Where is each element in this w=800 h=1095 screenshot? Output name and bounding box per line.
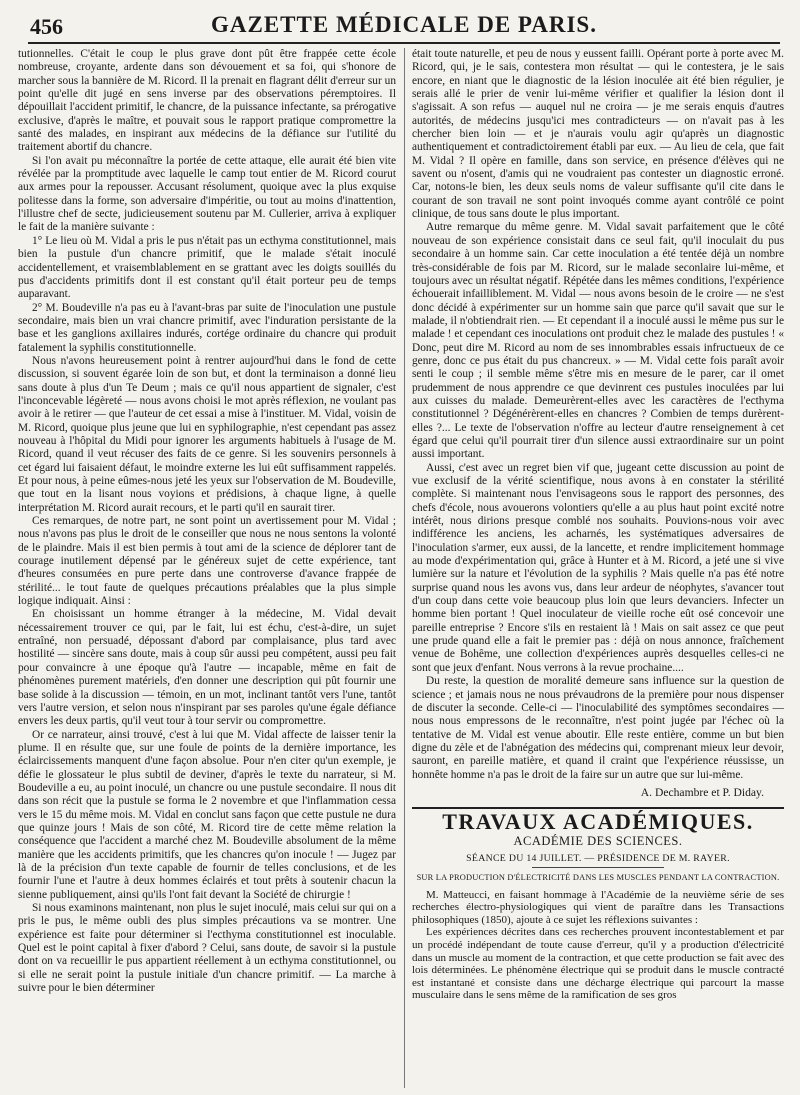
left-column [18, 48, 396, 1088]
column-divider [404, 48, 405, 1088]
subject-heading: SUR LA PRODUCTION D'ÉLECTRICITÉ DANS LES MUSCLES PENDANT LA CONTRACTION. [416, 873, 780, 883]
right-column [412, 48, 784, 1002]
left-paragraph: Si nous examinons maintenant, non plus le sujet inoculé, mais celui sur qui on a pris le pus, le même oubli des plus simples précautions va se montrer. Une expérience est faite pour déterminer si l'ecthyma constitutionnel est inoculable. Quel est le point capital à fixer d'abord ? Celui, sans doute, de savoir si la pustule dont on va recueillir le pus appartient réellement à un ecthyma constitutionnel, ou si elle ne serait point la pustule initiale d'un chancre primitif. — La marche à suivre pour le bien déterminer [18, 902, 396, 995]
seance-heading: SÉANCE DU 14 JUILLET. — PRÉSIDENCE DE M. RAYER. [466, 852, 730, 864]
left-paragraph: Ces remarques, de notre part, ne sont point un avertissement pour M. Vidal ; nous n'avons pas plus le droit de le conseiller que nous ne nous sentons la volonté de le plaindre. Mais il est bien permis à tout ami de la science de déplorer tant de courage inutilement dépensé par le généreux sujet de cette expérience, tant d'heures consumées en pure perte dans une controverse d'avance frappée de stérilité... le tout faute de quelques précautions préalables que la plus simple logique indiquait. Ainsi : [18, 515, 396, 608]
section-paragraph: Les expériences décrites dans ces recherches prouvent incontestablement et par un procédé indépendant de toute cause d'erreur, qu'il y a production d'électricité dans un muscle au moment de la contraction, et que cette production se fait avec des lois déterminées. Le phénomène électrique qui se produit dans le muscle contracté est instantané et consiste dans une décharge électrique qui parcourt la masse musculaire dans le sens même de la ramification de ses gros [412, 926, 784, 1002]
section-title: TRAVAUX ACADÉMIQUES. [442, 809, 754, 835]
right-paragraph: Du reste, la question de moralité demeure sans influence sur la question de science ; et jamais nous ne nous prévaudrons de la première pour nous dispenser de discuter la seconde. Celle-ci — l'inoculabilité des symptômes secondaires — nous nous empressons de le reconnaître, n'est point jugée par l'échec où la tentative de M. Vidal est venue aboutir. Elle reste entière, comme un but bien digne du zèle et de l'abnégation des médecins qui, comprenant mieux leur devoir, sauront, en pareille matière, et quand il craint que l'expérience réussisse, un honnête homme n'a pas le droit de la faire sur un autre que sur lui-même. [412, 675, 784, 781]
left-paragraph: 2° M. Boudeville n'a pas eu à l'avant-bras par suite de l'inoculation une pustule secondaire, mais bien un vrai chancre primitif, avec l'induration persistante de la base et les ganglions axillaires indurés, cortége ordinaire du chancre qui produit fatalement la syphilis constitutionnelle. [18, 301, 396, 354]
right-paragraph: était toute naturelle, et peu de nous y eussent failli. Opérant porte à porte avec M. Ricord, qui, je le sais, contestera mon résultat — qui le contestera, je le sais encore, en niant que le diagnostic de la lésion inoculée ait été bien régulier, je serais allé le prier de venir lui-même vérifier et qualifier la lésion dont il s'agissait. A son refus — auquel nul ne croira — je me serais enquis d'autres autorités, de médecins jusqu'ici mes contradicteurs — on n'avait pas à les chercher bien loin — et je n'aurais voulu agir qu'après un diagnostic authentiquement et contradictoirement établi par eux. — Au lieu de cela, que fait M. Vidal ? Il opère en famille, dans son service, en présence d'élèves qui ne savent ou n'osent, d'amis qui ne voudraient pas contester un diagnostic erroné. Car, notons-le bien, les deux seuls noms de valeur suffisante qu'il cite dans le courant de son travail ne sont point invoqués comme ayant contrôlé ce point clinique, de tous sans doute le plus important. [412, 48, 784, 221]
left-paragraph: En choisissant un homme étranger à la médecine, M. Vidal devait nécessairement trouver ce qui, par le fait, lui est échu, c'est-à-dire, un sujet entraîné, non persuadé, dépossant d'abord par complaisance, plus tard avec hostilité — sincère sans doute, mais à coup sûr aussi peu compétent, aussi peu fait pour convaincre à une époque qu'à l'autre — incapable, même en fait de phénomènes purement matériels, d'en donner une description qui pût fournir une base solide à la discussion — témoin, en un mot, inclinant tantôt vers l'une, tantôt vers l'autre version, et selon nous n'inspirant par ses paroles qu'une égale défiance envers les deux partis, qu'il veut tour à tour servir ou compromettre. [18, 608, 396, 728]
right-paragraph: Aussi, c'est avec un regret bien vif que, jugeant cette discussion au point de vue exclusif de la vérité scientifique, nous avons à en constater la stérilité complète. Si maintenant nous l'envisageons sous le rapport des personnes, des chefs d'école, nous avouerons volontiers qu'elle a au plus haut point excité notre intérêt, nous dirions presque comblé nos souhaits. Pouvions-nous voir avec indifférence les anciens, les acharnés, les systématiques adversaires de l'inoculation s'armer, eux aussi, de la lancette, et rendre implicitement hommage au mode d'expérimentation qui, grâce à Hunter et à M. Ricord, a jeté une si vive lumière sur la nature et l'évolution de la syphilis ? Mais quelle n'a pas été notre surprise quand nous les avons vus, dans leur ardeur de néophytes, s'avancer tout d'un coup dans cette voie beaucoup plus loin que leurs devanciers. Infecter un homme bien portant ! Quel inoculateur de vieille roche eût osé concevoir une pareille entreprise ? Encore s'ils en restaient là ! Mais on sait assez ce que peut une prude quand elle a fait le premier pas : déjà on nous annonce, fraîchement venue de Bohême, une collection d'expériences auprès desquelles celles-ci ne sont que jeux d'enfant. Nous verrons à la revue prochaine.... [412, 461, 784, 674]
section-paragraph: M. Matteucci, en faisant hommage à l'Académie de la neuvième série de ses recherches électro-physiologiques qui vient de paraître dans les Transactions philosophiques (1850), ajoute à ce sujet les réflexions suivantes : [412, 888, 784, 926]
left-paragraph: Nous n'avons heureusement point à rentrer aujourd'hui dans le fond de cette discussion, si souvent égarée loin de son but, et dont la terminaison a donné lieu sans doute à plus d'un Te Deum ; mais ce qu'il nous appartient de signaler, c'est l'inconcevable légèreté — nous avons choisi le mot après réflexion, ne voulant pas avoir à le retirer — que l'auteur de cet essai a mise à l'instituer. M. Vidal, voisin de M. Ricord, quoique plus jeune que lui en syphilographie, n'est cependant pas assez nouveau à l'hôpital du Midi pour ignorer les arguments habituels à l'usage de M. Ricord, quand il veut récuser des faits de ce genre. Si les souvenirs personnels à cet égard lui faisaient défaut, le moindre externe les lui eût suffisamment rappelés. Et pour nous, à peine eûmes-nous jeté les yeux sur l'observation de M. Boudeville, que tout en la lisant nous voyions et prédisions, à chaque ligne, à quelle interprétation M. Ricord aurait recours, et le parti qu'il en saurait tirer. [18, 354, 396, 514]
right-paragraph: Autre remarque du même genre. M. Vidal savait parfaitement que le côté nouveau de son expérience consistait dans ce seul fait, qu'il inoculait du pus secondaire à un homme sain. Car cette inoculation a été tentée déjà un nombre très-considérable de fois par M. Ricord, sur le malade seconlaire lui-même, et toujours avec un résultat négatif. Répétée dans les mêmes conditions, l'expérience échouerait infailliblement. M. Vidal — nous avons besoin de le croire — ne s'est donc décidé à expérimenter sur un homme sain que parce qu'il savait que sur le malade, il n'obtiendrait rien. — Et cependant il a inoculé aussi le même pus sur le malade ! et cependant ces inoculations ont produit chez le malade des pustules ! « Donc, peut dire M. Ricord au nom de ses innombrables essais infructueux de ce genre, donc ce pus était du pus chancreux. » — M. Vidal cette fois paraît avoir senti le coup ; il semble même s'être mis en mesure de le parer, car il omet prudemment de nous apprendre ce que devinrent ces pustules inoculées par lui aux cuisses du malade. Demeurèrent-elles avec les caractères de l'ecthyma constitutionnel ? Dégénérèrent-elles en chancres ? Combien de temps durèrent-elles ?... Le texte de l'observation n'offre au lecteur d'autre renseignement à cet égard que celui qu'il pourrait tirer d'un silence aussi extraordinaire sur un point aussi important. [412, 221, 784, 461]
left-paragraph: Or ce narrateur, ainsi trouvé, c'est à lui que M. Vidal affecte de laisser tenir la plume. Il en résulte que, sur une foule de points de la dernière importance, les éclaircissements manquent d'une façon absolue. Pour n'en citer qu'un exemple, je défie le glossateur le plus subtil de deviner, d'après le texte du narrateur, si M. Boudeville a eu, au point inoculé, un chancre ou une pustule secondaire. Il nous dit dans son récit que la pustule se forma le 2 novembre et que l'inflammation cessa vers le 15 du même mois. M. Vidal en conclut sans façon que cette pustule ne dura que quinze jours ! Mais de son côté, M. Ricord tire de cette même relation la conséquence que l'accident a marché chez M. Boudeville absolument de la même manière que les accidents primitifs, que les chancres qu'on inocule ! — Jugez par là de la précision d'un texte capable de fournir de telles conclusions, et de les fournir l'une et l'autre à deux hommes éclairés et tout prêts à soutenir chacun la sienne publiquement, ainsi qu'ils l'ont fait devant la Société de chirurgie ! [18, 728, 396, 901]
left-paragraph: tutionnelles. C'était le coup le plus grave dont pût être frappée cette école nombreuse, croyante, ardente dans son dévouement et sa foi, qui s'honore de marcher sous la bannière de M. Ricord. Il la prenait en flagrant délit d'erreur sur un point qu'elle dit jugé en sens inverse par des observations péremptoires. Il dépouillait l'accident primitif, le chancre, de la puissance infectante, sa prérogative exclusive, d'après le maître, et pouvait sous le rapport pratique compromettre la santé des malades, en inspirant aux médecins de la défiance sur l'utilité du traitement abortif du chancre. [18, 48, 396, 154]
article-signature: A. Dechambre et P. Diday. [640, 785, 764, 799]
page-number: 456 [30, 14, 63, 39]
seance-rule [532, 867, 664, 868]
left-paragraph: Si l'on avait pu méconnaître la portée de cette attaque, elle aurait été bien vite révélée par la promptitude avec laquelle le camp tout entier de M. Ricord courut aux armes pour la repousser. Accusant résolument, quoique avec la plus exquise politesse dans la forme, son adversaire d'impéritie, ou tout au moins d'inattention, l'illustre chef de secte, judicieusement soutenu par M. Cullerier, arriva à expliquer le fait de la manière suivante : [18, 154, 396, 234]
academy-heading: ACADÉMIE DES SCIENCES. [513, 833, 683, 848]
page-header [28, 8, 780, 44]
left-paragraph: 1° Le lieu où M. Vidal a pris le pus n'était pas un ecthyma constitutionnel, mais bien la pustule d'un chancre primitif, que le malade s'était inoculé accidentellement, et vraisemblablement en se grattant avec les doigts souillés du pus d'accidents primitifs dont il est constant qu'il était porteur peu de temps auparavant. [18, 234, 396, 301]
journal-title: GAZETTE MÉDICALE DE PARIS. [211, 12, 597, 37]
